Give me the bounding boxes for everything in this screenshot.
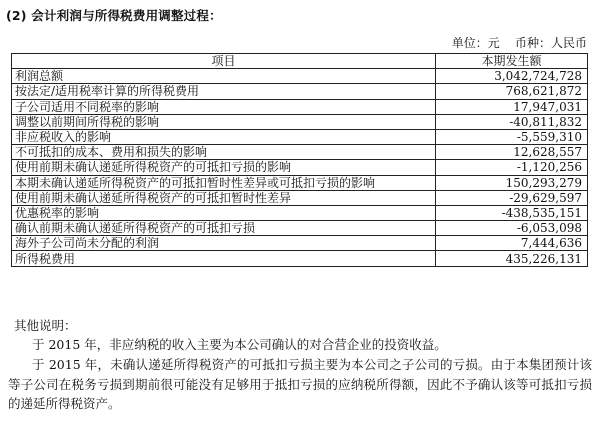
- table-row: [12, 221, 588, 236]
- row-item: 所得税费用: [12, 251, 436, 266]
- table-row: [12, 129, 588, 144]
- table-row: [12, 205, 588, 220]
- row-item: 优惠税率的影响: [12, 205, 436, 220]
- row-amount: 17,947,031: [436, 99, 588, 114]
- row-amount: 3,042,724,728: [436, 69, 588, 84]
- row-amount: 12,628,557: [436, 145, 588, 160]
- row-amount: -6,053,098: [436, 221, 588, 236]
- row-item: 使用前期未确认递延所得税资产的可抵扣暂时性差异: [12, 190, 436, 205]
- row-amount: 435,226,131: [436, 251, 588, 266]
- row-item: 海外子公司尚未分配的利润: [12, 236, 436, 251]
- table-row: [12, 114, 588, 129]
- row-amount: -5,559,310: [436, 129, 588, 144]
- notes-title: 其他说明：: [14, 318, 77, 333]
- row-item: 子公司适用不同税率的影响: [12, 99, 436, 114]
- note-paragraph: 于 2015 年，非应纳税的收入主要为本公司确认的对合营企业的投资收益。: [32, 337, 447, 352]
- row-item: 利润总额: [12, 69, 436, 84]
- table-row: [12, 160, 588, 175]
- table-header-row: [12, 54, 588, 69]
- row-amount: -438,535,151: [436, 205, 588, 220]
- table-row: [12, 69, 588, 84]
- row-item: 不可抵扣的成本、费用和损失的影响: [12, 145, 436, 160]
- row-amount: -40,811,832: [436, 114, 588, 129]
- table-row: [12, 84, 588, 99]
- table-row: [12, 175, 588, 190]
- row-amount: -1,120,256: [436, 160, 588, 175]
- tax-adjustment-table: [11, 53, 588, 267]
- row-amount: 768,621,872: [436, 84, 588, 99]
- table-row: [12, 145, 588, 160]
- row-item: 按法定/适用税率计算的所得税费用: [12, 84, 436, 99]
- table-row: [12, 251, 588, 266]
- note-paragraph: 于 2015 年，未确认递延所得税资产的可抵扣亏损主要为本公司之子公司的亏损。由于本集团预计该等子公司在税务亏损到期前很可能没有足够用于抵扣亏损的应纳税所得额，因此不予确认该等可抵扣亏损的递延所得税资产。: [8, 357, 592, 411]
- table-row: [12, 190, 588, 205]
- row-item: 本期未确认递延所得税资产的可抵扣暂时性差异或可抵扣亏损的影响: [12, 175, 436, 190]
- row-amount: -29,629,597: [436, 190, 588, 205]
- row-amount: 150,293,279: [436, 175, 588, 190]
- table-row: [12, 99, 588, 114]
- section-heading: (2) 会计利润与所得税费用调整过程：: [6, 8, 222, 23]
- row-item: 调整以前期间所得税的影响: [12, 114, 436, 129]
- row-item: 使用前期未确认递延所得税资产的可抵扣亏损的影响: [12, 160, 436, 175]
- header-amount: 本期发生额: [436, 54, 588, 69]
- row-item: 确认前期未确认递延所得税资产的可抵扣亏损: [12, 221, 436, 236]
- header-item: 项目: [12, 54, 436, 69]
- row-amount: 7,444,636: [436, 236, 588, 251]
- row-item: 非应税收入的影响: [12, 129, 436, 144]
- table-row: [12, 236, 588, 251]
- currency-unit-note: 单位：元 币种：人民币: [451, 36, 587, 50]
